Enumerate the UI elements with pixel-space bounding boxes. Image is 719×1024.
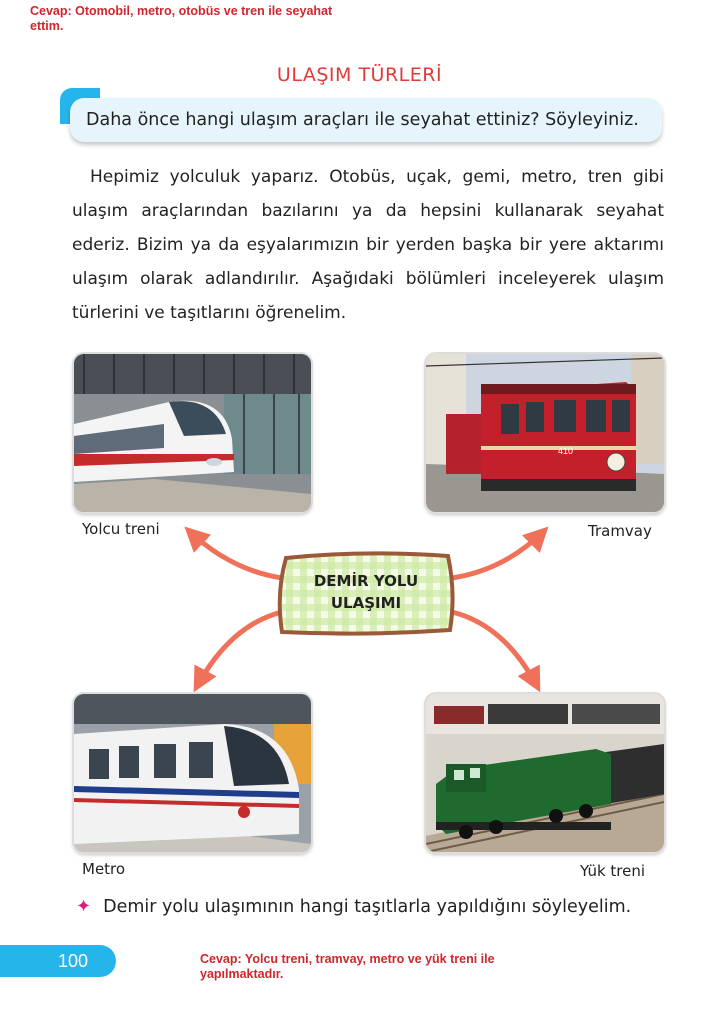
metro-caption: Metro <box>82 860 126 878</box>
question-text: Daha önce hangi ulaşım araçları ile seyahat ettiniz? Söyleyiniz. <box>86 110 639 130</box>
star-bullet-icon: ✦ <box>76 896 92 917</box>
passenger-train-caption: Yolcu treni <box>82 520 160 538</box>
footer-question-text: Demir yolu ulaşımının hangi taşıtlarla yapıldığını söyleyelim. <box>103 897 632 917</box>
arrow-to-passenger-train <box>188 530 282 578</box>
tram-caption: Tramvay <box>588 522 652 540</box>
intro-paragraph: Hepimiz yolculuk yaparız. Otobüs, uçak, gemi, metro, tren gibi ulaşım araçlarından bazılarını ya da hepsini kullanarak seyahat ederiz. Bizim ya da eşyalarımızın bir yerden başka bir yere aktarımı ulaşım olarak adlandırılır. Aşağıdaki bölümleri inceleyerek ulaşım türlerini ve taşıtlarını öğrenelim. <box>72 167 664 323</box>
arrow-to-metro <box>196 612 282 688</box>
tram-photo <box>426 354 664 512</box>
page-number: 100 <box>58 951 89 971</box>
arrow-to-freight-train <box>452 612 538 688</box>
freight-train-photo <box>426 694 664 852</box>
freight-train-caption: Yük treni <box>580 862 646 880</box>
answer-text-bottom: Cevap: Yolcu treni, tramvay, metro ve yük treni ile yapılmaktadır. <box>200 952 495 981</box>
metro-photo <box>74 694 311 852</box>
hub-line-1: DEMİR YOLU <box>313 572 419 590</box>
answer-text-top: Cevap: Otomobil, metro, otobüs ve tren ile seyahat ettim. <box>30 4 333 33</box>
arrow-to-tram <box>452 530 545 578</box>
railway-transport-hub <box>272 548 460 638</box>
footer-question <box>76 896 631 917</box>
section-title: ULAŞIM TÜRLERİ <box>276 64 443 86</box>
passenger-train-photo <box>74 354 311 512</box>
hub-line-2: ULAŞIMI <box>330 594 402 612</box>
tram-number: 410 <box>558 446 574 456</box>
